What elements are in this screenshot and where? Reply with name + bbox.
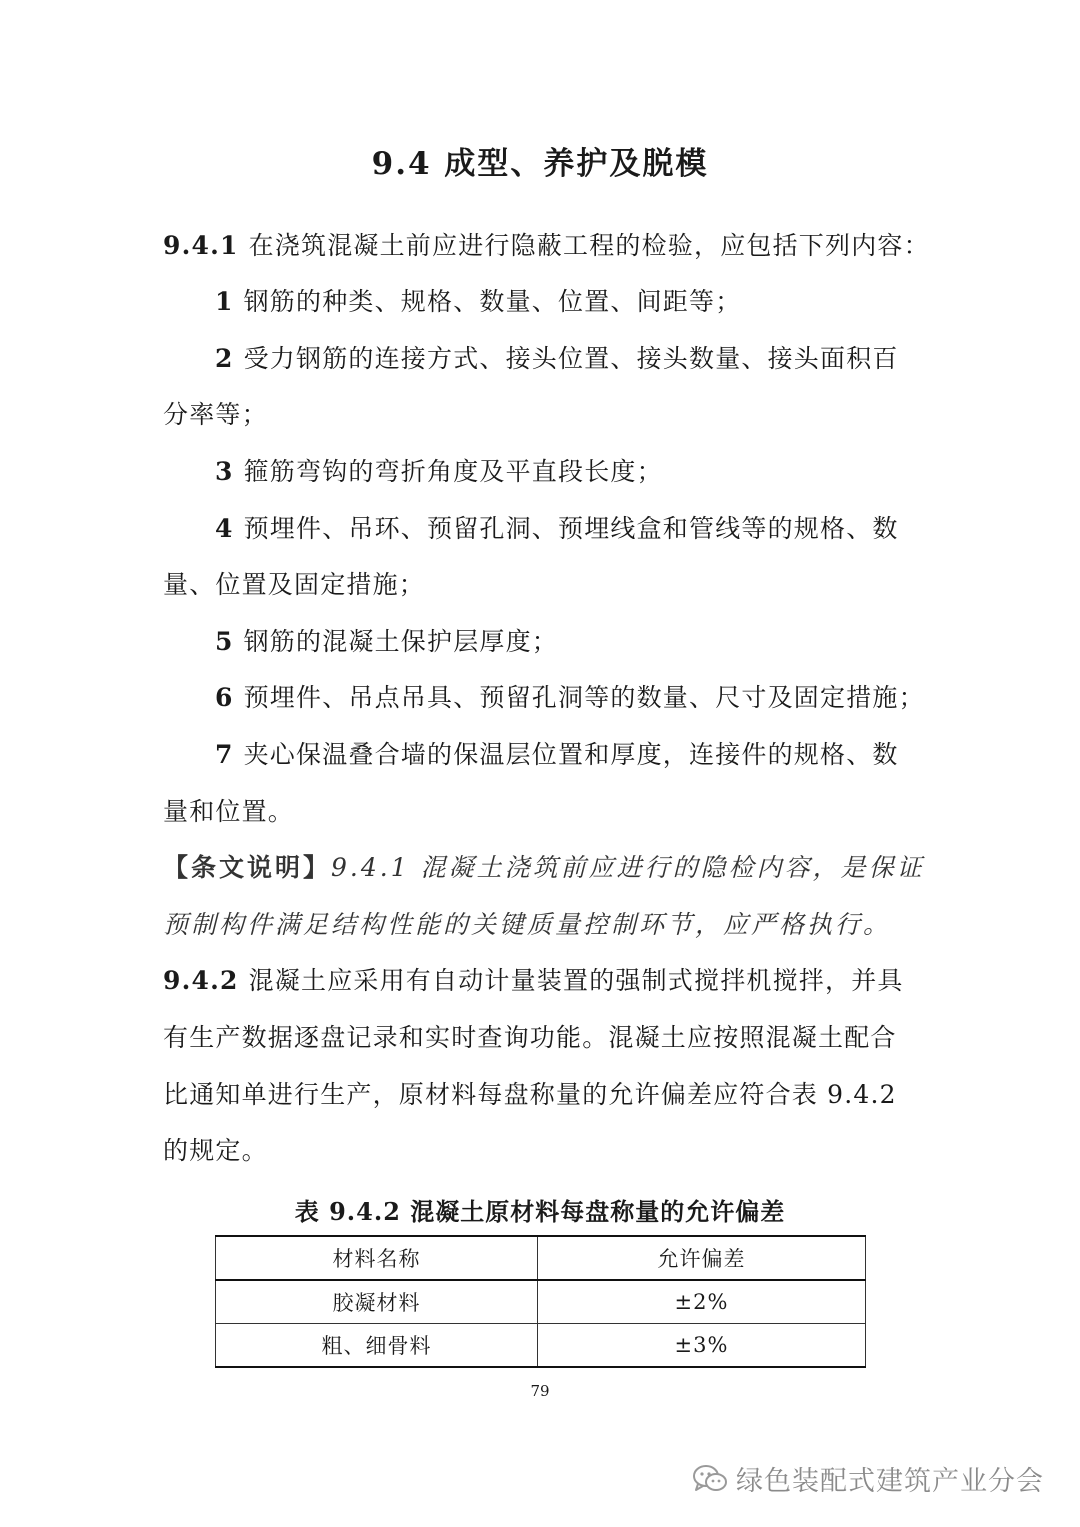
list-item-5 xyxy=(215,625,895,659)
item-number: 7 xyxy=(215,740,234,769)
clause-9-4-2 xyxy=(163,964,904,998)
table-row xyxy=(216,1280,866,1324)
table-row xyxy=(216,1324,866,1368)
list-item-7 xyxy=(215,738,899,772)
table-cell: 胶凝材料 xyxy=(216,1280,538,1324)
list-item-6 xyxy=(215,681,925,715)
item-number: 2 xyxy=(215,344,234,373)
list-item-7-cont: 量和位置。 xyxy=(163,797,295,826)
list-item-3 xyxy=(215,455,895,489)
table-title: 表 9.4.2 混凝土原材料每盘称量的允许偏差 xyxy=(294,1197,786,1226)
item-text: 钢筋的混凝土保护层厚度； xyxy=(243,627,559,656)
column-header: 允许偏差 xyxy=(538,1236,866,1280)
item-text: 箍筋弯钩的弯折角度及平直段长度； xyxy=(243,457,663,486)
item-number: 1 xyxy=(215,287,234,316)
item-number: 5 xyxy=(215,627,234,656)
note-text: 9.4.1 混凝土浇筑前应进行的隐检内容，是保证 xyxy=(331,853,925,882)
clause-text: 在浇筑混凝土前应进行隐蔽工程的检验，应包括下列内容： xyxy=(248,231,930,260)
item-text: 预埋件、吊点吊具、预留孔洞等的数量、尺寸及固定措施； xyxy=(243,683,925,712)
page-number: 79 xyxy=(530,1382,550,1400)
item-number: 4 xyxy=(215,514,234,543)
tolerance-table xyxy=(215,1235,866,1368)
clause-9-4-2-line3: 比通知单进行生产，原材料每盘称量的允许偏差应符合表 9.4.2 xyxy=(163,1080,897,1109)
item-number: 3 xyxy=(215,457,234,486)
list-item-2 xyxy=(215,342,899,376)
column-header: 材料名称 xyxy=(216,1236,538,1280)
list-item-2-cont: 分率等； xyxy=(163,400,268,429)
watermark xyxy=(692,1459,1044,1498)
table-cell: 粗、细骨料 xyxy=(216,1324,538,1368)
clause-9-4-2-line2: 有生产数据逐盘记录和实时查询功能。混凝土应按照混凝土配合 xyxy=(163,1023,897,1052)
list-item-4-cont: 量、位置及固定措施； xyxy=(163,570,426,599)
table-header-row xyxy=(216,1236,866,1280)
item-number: 6 xyxy=(215,683,234,712)
watermark-text: 绿色装配式建筑产业分会 xyxy=(736,1466,1044,1497)
clause-number: 9.4.2 xyxy=(163,966,239,995)
section-title: 9.4 成型、养护及脱模 xyxy=(371,146,709,182)
wechat-icon xyxy=(692,1464,728,1494)
clause-9-4-2-line4: 的规定。 xyxy=(163,1136,268,1165)
clause-note xyxy=(163,851,925,885)
clause-text: 混凝土应采用有自动计量装置的强制式搅拌机搅拌，并具 xyxy=(248,966,904,995)
clause-number: 9.4.1 xyxy=(163,231,239,260)
table-cell: ±2% xyxy=(538,1280,866,1324)
table-cell: ±3% xyxy=(538,1324,866,1368)
item-text: 夹心保温叠合墙的保温层位置和厚度，连接件的规格、数 xyxy=(243,740,899,769)
clause-9-4-1-intro xyxy=(163,229,930,263)
note-label: 【条文说明】 xyxy=(163,853,332,882)
list-item-1 xyxy=(215,285,895,319)
item-text: 受力钢筋的连接方式、接头位置、接头数量、接头面积百 xyxy=(243,344,899,373)
list-item-4 xyxy=(215,512,899,546)
item-text: 钢筋的种类、规格、数量、位置、间距等； xyxy=(243,287,742,316)
item-text: 预埋件、吊环、预留孔洞、预埋线盒和管线等的规格、数 xyxy=(243,514,899,543)
clause-note-cont: 预制构件满足结构性能的关键质量控制环节，应严格执行。 xyxy=(163,910,892,939)
